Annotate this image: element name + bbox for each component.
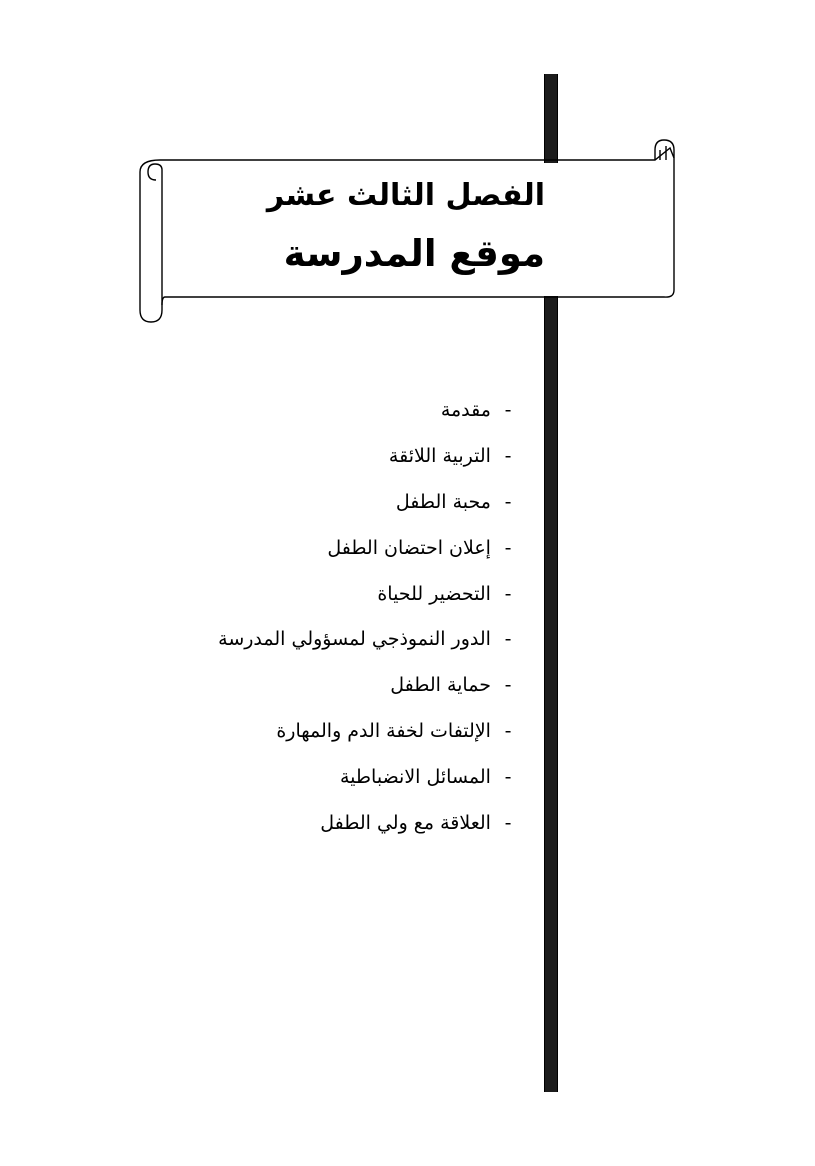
scroll-banner-graphic [0, 0, 815, 340]
list-bullet: - [504, 628, 512, 651]
chapter-name-title: موقع المدرسة [283, 232, 545, 275]
list-item [199, 438, 519, 484]
chapter-number-title: الفصل الثالث عشر [266, 178, 545, 213]
list-item [199, 576, 519, 622]
list-item-label: إعلان احتضان الطفل [327, 536, 491, 559]
list-item-label: الإلتفات لخفة الدم والمهارة [276, 720, 491, 743]
list-item [199, 621, 519, 667]
list-bullet: - [504, 399, 512, 421]
list-bullet: - [504, 536, 512, 559]
list-bullet: - [504, 444, 512, 467]
list-item [199, 484, 519, 530]
list-bullet: - [504, 720, 512, 743]
list-item [199, 759, 519, 805]
list-bullet: - [504, 812, 512, 835]
list-bullet: - [504, 490, 512, 513]
list-item [199, 530, 519, 576]
list-item-label: حماية الطفل [390, 674, 491, 697]
list-item [199, 805, 519, 851]
list-item-label: المسائل الانضباطية [340, 766, 491, 789]
list-item-label: مقدمة [440, 399, 491, 421]
list-item [199, 713, 519, 759]
chapter-contents-list [199, 392, 519, 851]
list-item-label: التحضير للحياة [377, 582, 491, 605]
signpost-pole-bottom [544, 296, 558, 1092]
list-item [199, 392, 519, 438]
list-item [199, 667, 519, 713]
list-bullet: - [504, 674, 512, 697]
list-item-label: العلاقة مع ولي الطفل [320, 812, 491, 835]
list-item-label: التربية اللائقة [388, 444, 491, 467]
list-bullet: - [504, 766, 512, 789]
list-item-label: محبة الطفل [395, 490, 491, 513]
list-bullet: - [504, 582, 512, 605]
list-item-label: الدور النموذجي لمسؤولي المدرسة [218, 628, 491, 651]
